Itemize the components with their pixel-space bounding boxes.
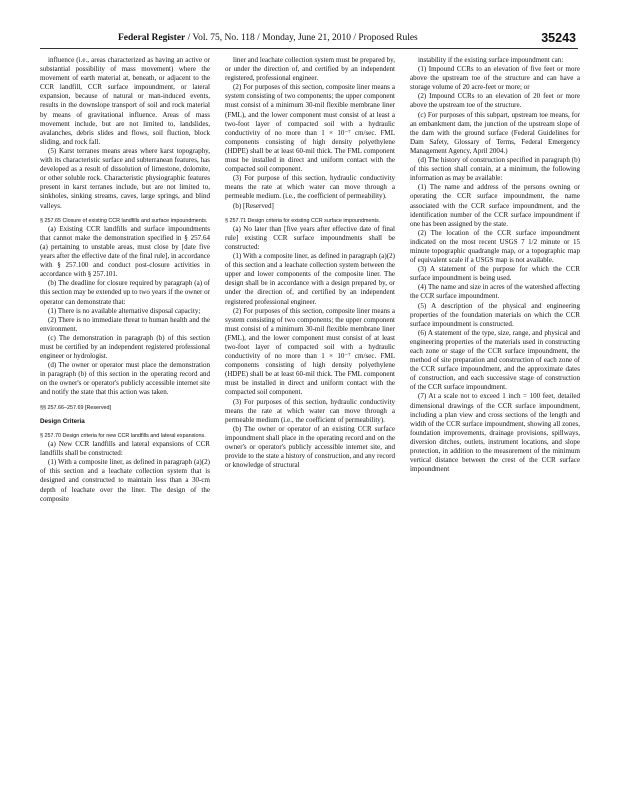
paragraph: liner and leachate collection system must be prepared by, or under the direction of, and certified by an independent registered, professional engineer. <box>225 56 395 83</box>
running-header <box>40 32 578 49</box>
paragraph: (1) With a composite liner, as defined in paragraph (a)(2) of this section and a leachate collection system between the upper and lower components of the composite liner. The design shall be in accordance with a design prepared by, or under the direction of, and certified by an independent registered professional engineer. <box>225 252 395 306</box>
paragraph: (3) A statement of the purpose for which the CCR surface impoundment is being used. <box>410 265 580 283</box>
column-3 <box>410 56 580 796</box>
paragraph: (2) The location of the CCR surface impoundment indicated on the most recent USGS 7 1/2 minute or 15 minute topographic quadrangle map, or a topographic map of equivalent scale if a USGS map is not available. <box>410 228 580 265</box>
paragraph: (4) The name and size in acres of the watershed affecting the CCR surface impoundment. <box>410 283 580 301</box>
page-number: 35243 <box>541 31 576 45</box>
publication-title: Federal Register <box>118 33 186 43</box>
paragraph: (3) For purposes of this section, hydraulic conductivity means the rate at which water can move through a permeable medium (i.e., the coefficient of permeability). <box>225 397 395 424</box>
paragraph: (1) The name and address of the persons owning or operating the CCR surface impoundment, the name associated with the CCR surface impoundment, and the identification number of the CCR surface impoundment if one has been assigned by the state. <box>410 183 580 228</box>
paragraph: (2) For purposes of this section, composite liner means a system consisting of two components; the upper component must consist of a minimum 30-mil flexible membrane liner (FML), and the lower component must consist of at least two-foot layer of compacted soil with a hydraulic conductivity of no more than 1 × 10⁻⁷ cm/sec. FML components consisting of high density polyethylene (HDPE) shall be at least 60-mil thick. The FML component must be installed in direct and uniform contact with the compacted soil component. <box>225 306 395 397</box>
paragraph: (2) There is no immediate threat to human health and the environment. <box>40 315 210 333</box>
paragraph: (d) The history of construction specified in paragraph (b) of this section shall contain, at a minimum, the following information as may be available: <box>410 156 580 183</box>
paragraph: (c) The demonstration in paragraph (b) of this section must be certified by an independent registered professional engineer or hydrologist. <box>40 333 210 361</box>
header-line <box>118 33 418 43</box>
paragraph: (1) Impound CCRs to an elevation of five feet or more above the upstream toe of the structure and can have a storage volume of 20 acre-feet or more; or <box>410 65 580 92</box>
paragraph: (6) A statement of the type, size, range, and physical and engineering properties of the materials used in constructing each zone or stage of the CCR surface impoundment, the method of site preparation and construction of each zone of the CCR surface impoundment, and the approximate dates of construction, and each successive stage of construction of the CCR surface impoundment. <box>410 328 580 392</box>
section-heading: §§ 257.66–257.69 [Reserved] <box>40 404 112 411</box>
paragraph: (3) For purpose of this section, hydraulic conductivity means the rate at which water can move through a permeable medium. (i.e., the coefficient of permeability). <box>225 174 395 201</box>
subject-heading: Design Criteria <box>40 417 85 425</box>
paragraph: influence (i.e., areas characterized as having an active or substantial possibility of mass movement) where the movement of earth material at, beneath, or adjacent to the CCR landfill, CCR surface impoundment, or lateral expansion, because of natural or man-induced events, results in the downslope transport of soil and rock material by means of gravitational influence. Areas of mass movement include, but are not limited to, landslides, avalanches, debris slides and flows, soil fluction, block sliding, and rock fall. <box>40 56 210 146</box>
paragraph: (b) The deadline for closure required by paragraph (a) of this section may be extended up to two years if the owner or operator can demonstrate that: <box>40 279 210 306</box>
paragraph: (2) For purposes of this section, composite liner means a system consisting of two components; the upper component must consist of a minimum 30-mil flexible membrane liner (FML), and the lower component must consist of at least a two-foot layer of compacted soil with a hydraulic conductivity of no more than 1 × 10⁻⁷ cm/sec. FML components consisting of high density polyethylene (HDPE) shall be at least 60-mil thick. The FML component must be installed in direct and uniform contact with the compacted soil component. <box>225 83 395 174</box>
body-columns <box>40 56 580 796</box>
section-heading: § 257.71 Design criteria for existing CCR surface impoundments. <box>225 217 381 224</box>
column-1 <box>40 56 210 796</box>
section-heading: § 257.65 Closure of existing CCR landfills and surface impoundments. <box>40 217 208 224</box>
column-2 <box>225 56 395 796</box>
paragraph: (2) Impound CCRs to an elevation of 20 feet or more above the upstream toe of the structure. <box>410 92 580 110</box>
paragraph: (b) The owner or operator of an existing CCR surface impoundment shall place in the operating record and on the owner's or operator's publicly accessible internet site, and provide to the state a history of construction, and any record or knowledge of structural <box>225 424 395 470</box>
paragraph: (d) The owner or operator must place the demonstration in paragraph (b) of this section in the operating record and on the owner's or operator's publicly accessible internet site and notify the state that this action was taken. <box>40 361 210 397</box>
paragraph: (1) With a composite liner, as defined in paragraph (a)(2) of this section and a leachate collection system that is designed and constructed to maintain less than a 30-cm depth of leachate over the liner. The design of the composite <box>40 458 210 503</box>
issue-details: / Vol. 75, No. 118 / Monday, June 21, 2010 / Proposed Rules <box>185 33 418 43</box>
paragraph: instability if the existing surface impoundment can: <box>418 56 564 64</box>
paragraph: (5) A description of the physical and engineering properties of the foundation materials on which the CCR surface impoundment is constructed. <box>410 301 580 328</box>
paragraph: (a) Existing CCR landfills and surface impoundments that cannot make the demonstration specified in § 257.64 (a) pertaining to unstable areas, must close by [date five years after the effective date of the final rule], in accordance with § 257.100 and conduct post-closure activities in accordance with § 257.101. <box>40 224 210 279</box>
paragraph: (5) Karst terranes means areas where karst topography, with its characteristic surface and subterranean features, has developed as a result of dissolution of limestone, dolomite, or other soluble rock. Characteristic physiographic features present in karst terranes include, but are not limited to, sinkholes, sinking streams, caves, large springs, and blind valleys. <box>40 146 210 210</box>
paragraph: (1) There is no available alternative disposal capacity; <box>48 306 201 315</box>
paragraph: (a) New CCR landfills and lateral expansions of CCR landfills shall be constructed: <box>40 440 210 458</box>
paragraph: (c) For purposes of this subpart, upstream toe means, for an embankment dam, the junction of the upstream slope of the dam with the ground surface (Federal Guidelines for Dam Safety, Glossary of Terms, Federal Emergency Management Agency, April 2004.) <box>410 110 580 155</box>
section-heading: § 257.70 Design criteria for new CCR landfills and lateral expansions. <box>40 432 206 439</box>
paragraph: (a) No later than [five years after effective date of final rule] existing CCR surface impoundments shall be constructed: <box>225 224 395 251</box>
paragraph: (b) [Reserved] <box>233 201 274 210</box>
paragraph: (7) At a scale not to exceed 1 inch = 100 feet, detailed dimensional drawings of the CCR surface impoundment, including a plan view and cross sections of the length and width of the CCR surface impoundment, showing all zones, foundation improvements, drainage provisions, spillways, diversion ditches, outlets, instrument locations, and slope protection, in addition to the measurement of the minimum vertical distance between the crest of the CCR surface impoundment <box>410 392 580 474</box>
